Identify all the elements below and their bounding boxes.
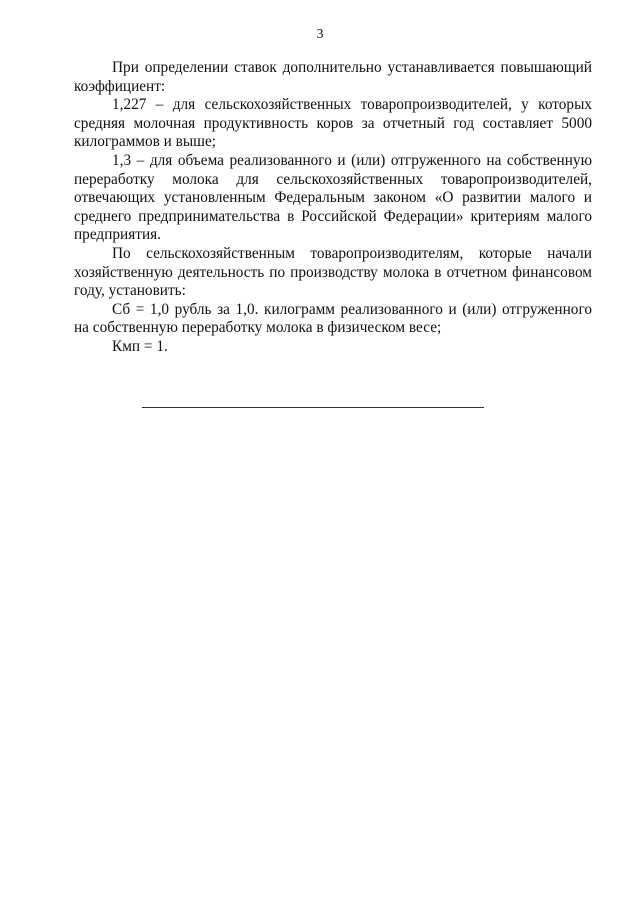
paragraph-coefficient-1227: 1,227 – для сельскохозяйственных товаропроизводителей, у которых средняя молочная продуктивность коров за отчетный год составляет 5000 килограммов и выше; — [74, 96, 592, 151]
paragraph-base-rate: Сб = 1,0 рубль за 1,0. килограмм реализованного и (или) отгруженного на собственную переработку молока в физическом весе; — [74, 300, 592, 337]
page-number: 3 — [316, 27, 324, 42]
paragraph-kmp: Кмп = 1. — [112, 337, 168, 355]
paragraph-coefficient-intro: При определении ставок дополнительно устанавливается повышающий коэффициент: — [74, 59, 592, 95]
paragraph-new-producers: По сельскохозяйственным товаропроизводителям, которые начали хозяйственную деятельность по производству молока в отчетном финансовом году, установить: — [74, 244, 592, 300]
paragraph-coefficient-13: 1,3 – для объема реализованного и (или) отгруженного на собственную переработку молока для сельскохозяйственных товаропроизводителей, отвечающих установленным Федеральным законом «О развитии малого и среднего предпринимательства в Российской Федерации» критериям малого предприятия. — [74, 151, 592, 244]
separator-line — [142, 407, 484, 408]
document-body — [74, 59, 592, 357]
